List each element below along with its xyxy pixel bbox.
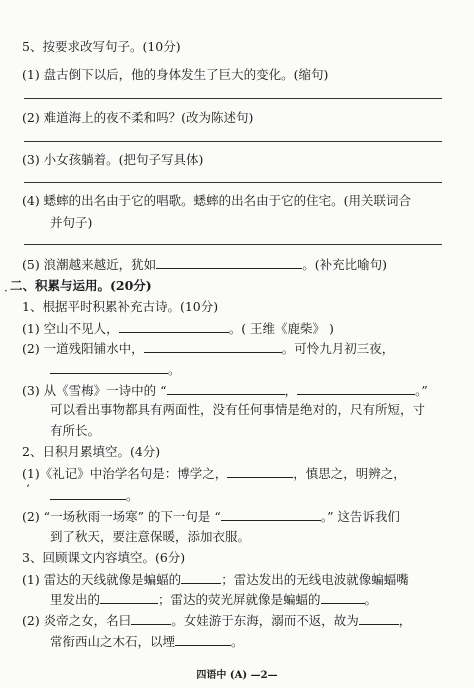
s2-q1-poem-3 <box>22 382 428 399</box>
s2-q1-p3-blank-2[interactable] <box>297 382 415 395</box>
s2-q2-p1-end: 。 <box>126 488 139 503</box>
s2-q1-p2-blank-1[interactable] <box>144 340 282 353</box>
s2-q3-p1-blank-1[interactable] <box>181 571 221 584</box>
answer-line-3[interactable] <box>24 182 442 183</box>
s2-q3-p1-suffix: ；雷达发出的无线电波就像蝙蝠嘴 <box>221 572 409 587</box>
s2-q2-item-1 <box>22 465 406 482</box>
s2-q1-p3-line2: 可以看出事物都具有两面性，没有任何事情是绝对的，尺有所短，寸 <box>50 402 426 417</box>
q5-heading: 5、按要求改写句子。(10分) <box>22 39 181 54</box>
q5-s5-suffix: 。(补充比喻句) <box>302 257 387 272</box>
s2-q1-p3-prefix: (3) 从《雪梅》一诗中的 “ <box>22 383 167 398</box>
s2-q3-p2-blank-1[interactable] <box>131 612 171 625</box>
s2-q1-p1-suffix: 。( 王维《鹿柴》 ) <box>228 321 334 336</box>
s2-q3-p1-prefix: (1) 雷达的天线就像是蝙蝠的 <box>22 572 182 587</box>
s2-q3-p2-blank-2[interactable] <box>359 612 399 625</box>
s2-q3-heading: 3、回顾课文内容填空。(6分) <box>22 550 186 565</box>
answer-line-1[interactable] <box>24 98 442 99</box>
s2-q3-p2-line2-prefix: 常衔西山之木石，以堙 <box>50 634 176 649</box>
margin-mark: · <box>4 284 8 298</box>
s2-q3-item-2 <box>22 612 411 629</box>
s2-q2-p2-prefix: (2) “一场秋雨一场寒” 的下一句是 “ <box>22 509 221 524</box>
s2-q3-p1-blank-3[interactable] <box>321 591 365 604</box>
s2-q2-item-2 <box>22 508 400 525</box>
s2-q2-heading: 2、日积月累填空。(4分) <box>22 444 161 459</box>
margin-tick: ‘ <box>26 482 30 496</box>
s2-q1-p3-line3: 有所长。 <box>50 423 101 438</box>
q5-s5-blank[interactable] <box>156 256 302 269</box>
q5-sentence-1: (1) 盘古倒下以后，他的身体发生了巨大的变化。(缩句) <box>22 67 329 82</box>
section2-heading: 二、积累与运用。(20分) <box>10 278 152 293</box>
s2-q2-item-1-line2 <box>50 487 139 504</box>
s2-q2-p1-blank-1[interactable] <box>227 465 293 478</box>
s2-q2-p2-line2: 到了秋天，要注意保暖，添加衣服。 <box>50 529 251 544</box>
s2-q3-item-1 <box>22 571 409 588</box>
q5-sentence-3: (3) 小女孩躺着。(把句子写具体) <box>22 152 204 167</box>
page-footer: 四语中 (A) —2— <box>196 670 278 681</box>
s2-q3-item-1-line2 <box>50 591 377 608</box>
s2-q1-p1-blank[interactable] <box>119 320 229 333</box>
s2-q3-p1-line2-end: 。 <box>364 592 378 607</box>
s2-q1-poem-2 <box>22 340 394 357</box>
s2-q3-p2-end: ， <box>398 613 412 628</box>
s2-q3-p2-blank-3[interactable] <box>175 633 231 646</box>
q5-sentence-2: (2) 难道海上的夜不柔和吗？(改为陈述句) <box>22 110 254 125</box>
s2-q1-poem-2-line2 <box>50 361 181 378</box>
s2-q3-p1-blank-2[interactable] <box>100 591 158 604</box>
s2-q2-p1-mid: ，慎思之，明辨之， <box>293 466 406 481</box>
s2-q1-p2-blank-2[interactable] <box>50 361 168 374</box>
s2-q3-p1-line2-prefix: 里发出的 <box>50 592 101 607</box>
s2-q2-p2-blank[interactable] <box>221 508 321 521</box>
answer-line-4[interactable] <box>24 244 442 245</box>
s2-q1-p3-suffix: 。” <box>415 383 428 398</box>
s2-q1-p2-suffix: 。可怜九月初三夜， <box>281 341 395 356</box>
s2-q3-p2-prefix: (2) 炎帝之女，名曰 <box>22 613 132 628</box>
answer-line-2[interactable] <box>24 141 442 142</box>
q5-sentence-4-line2: 并句子) <box>50 215 93 230</box>
s2-q1-p3-blank-1[interactable] <box>167 382 285 395</box>
s2-q2-p1-prefix: (1)《礼记》中治学名句是：博学之， <box>22 466 228 481</box>
s2-q1-poem-1 <box>22 320 334 337</box>
s2-q3-p2-line2-end: 。 <box>231 634 244 649</box>
s2-q3-p2-mid: 。女娃游于东海，溺而不返，故为 <box>171 613 359 628</box>
s2-q2-p1-blank-2[interactable] <box>50 487 126 500</box>
s2-q1-heading: 1、根据平时积累补充古诗。(10分) <box>22 299 219 314</box>
s2-q2-p2-suffix: 。” 这告诉我们 <box>320 509 400 524</box>
s2-q1-p2-prefix: (2) 一道残阳铺水中， <box>22 341 144 356</box>
q5-sentence-4-line1: (4) 蟋蟀的出名由于它的唱歌。蟋蟀的出名由于它的住宅。(用关联词合 <box>22 193 412 208</box>
s2-q1-p1-prefix: (1) 空山不见人， <box>22 321 119 336</box>
s2-q1-p3-mid: ， <box>284 383 298 398</box>
s2-q3-item-2-line2 <box>50 633 244 650</box>
q5-sentence-5 <box>22 256 387 273</box>
s2-q1-p2-end: 。 <box>168 362 181 377</box>
s2-q3-p1-line2-mid: ；雷达的荧光屏就像是蝙蝠的 <box>158 592 321 607</box>
q5-s5-prefix: (5) 浪潮越来越近，犹如 <box>22 257 157 272</box>
